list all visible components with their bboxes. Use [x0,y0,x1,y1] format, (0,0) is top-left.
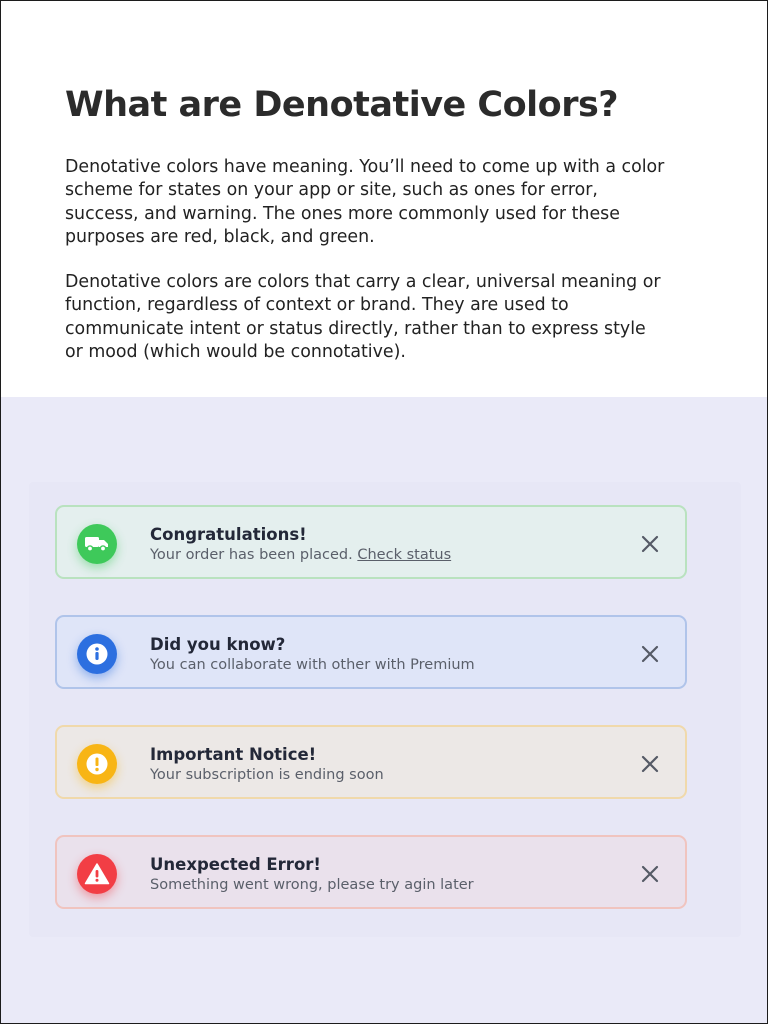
paragraph-2: Denotative colors are colors that carry a clear, universal meaning or function, regardless of context or brand. They are used to communicate intent or status directly, rather than to express style or mood (which would be connotative). [65,272,661,362]
close-button[interactable] [639,753,661,775]
close-button[interactable] [639,643,661,665]
info-icon [77,634,117,674]
truck-icon [77,524,117,564]
warning-triangle-icon [77,854,117,894]
toast-title: Unexpected Error! [150,855,321,874]
page-title: What are Denotative Colors? [65,85,619,125]
toast-showcase [1,397,767,1023]
close-button[interactable] [639,533,661,555]
exclamation-icon [77,744,117,784]
toast-title: Congratulations! [150,525,307,544]
close-icon [641,535,659,553]
article-header [1,1,767,397]
toast-success [55,505,687,579]
close-icon [641,645,659,663]
paragraph-1: Denotative colors have meaning. You’ll need to come up with a color scheme for states on your app or site, such as ones for error, success, and warning. The ones more commonly used for these purposes are red, black, and green. [65,157,665,247]
toast-message [150,547,451,563]
toast-message: You can collaborate with other with Premium [150,657,475,673]
close-icon [641,865,659,883]
toast-error [55,835,687,909]
toast-message-text: Your order has been placed. [150,547,353,563]
check-status-link[interactable]: Check status [357,547,452,563]
toast-panel [29,482,741,937]
toast-message: Your subscription is ending soon [150,767,384,783]
toast-warning [55,725,687,799]
close-icon [641,755,659,773]
close-button[interactable] [639,863,661,885]
toast-message: Something went wrong, please try agin later [150,877,474,893]
toast-info [55,615,687,689]
toast-title: Did you know? [150,635,286,654]
toast-title: Important Notice! [150,745,317,764]
